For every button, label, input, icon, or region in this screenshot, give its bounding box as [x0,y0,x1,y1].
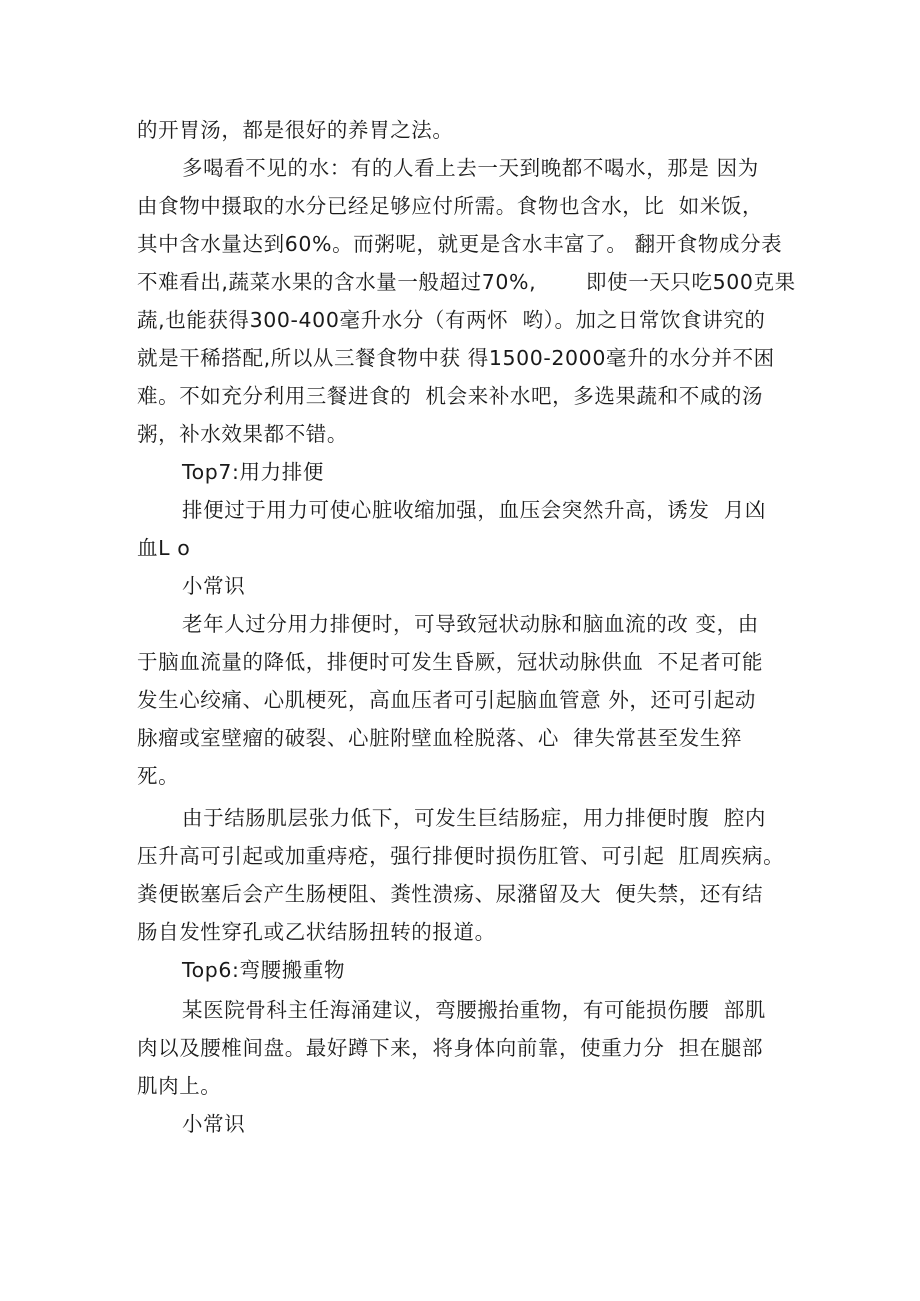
text-line: 难。不如充分利用三餐进食的 机会来补水吧，多选果蔬和不咸的汤 [137,384,764,408]
text-line: 粪便嵌塞后会产生肠梗阻、粪性溃疡、尿潴留及大 便失禁，还有结 [137,882,764,906]
text-line: 肉以及腰椎间盘。最好蹲下来，将身体向前靠，使重力分 担在腿部 [137,1036,764,1060]
text-line: 多喝看不见的水：有的人看上去一天到晚都不喝水，那是 因为 [182,156,759,180]
text-line: 压升高可引起或加重痔疮，强行排便时损伤肛管、可引起 肛周疾病。 [137,844,785,868]
text-line: 血L o [137,536,191,560]
text-line: 其中含水量达到60%。而粥呢，就更是含水丰富了。 翻开食物成分表 [137,232,783,256]
text-line: 某医院骨科主任海涌建议，弯腰搬抬重物，有可能损伤腰 部肌 [182,998,766,1022]
text-line: 由于结肠肌层张力低下，可发生巨结肠症，用力排便时腹 腔内 [182,806,766,830]
text-line: 肠自发性穿孔或乙状结肠扭转的报道。 [137,920,496,944]
subheading: 小常识 [182,1112,246,1136]
text-line: 脉瘤或室壁瘤的破裂、心脏附壁血栓脱落、心 律失常甚至发生猝 [137,726,743,750]
text-line: 肌肉上。 [137,1074,222,1098]
subheading: 小常识 [182,574,246,598]
text-line: 于脑血流量的降低，排便时可发生昏厥，冠状动脉供血 不足者可能 [137,650,764,674]
text-line: 发生心绞痛、心肌梗死，高血压者可引起脑血管意 外，还可引起动 [137,688,757,712]
text-line: 老年人过分用力排便时，可导致冠状动脉和脑血流的改 变，由 [182,612,759,636]
section-heading: Top7:用力排便 [182,460,324,484]
text-line: 不难看出,蔬菜水果的含水量一般超过70%, 即使一天只吃500克果 [137,270,796,294]
text-line: 排便过于用力可使心脏收缩加强，血压会突然升高，诱发 月凶 [182,498,766,522]
text-line: 死。 [137,764,180,788]
text-line: 就是干稀搭配,所以从三餐食物中获 得1500-2000毫升的水分并不困 [137,346,775,370]
section-heading: Top6:弯腰搬重物 [182,958,346,982]
text-line: 由食物中摄取的水分已经足够应付所需。食物也含水，比 如米饭， [137,194,764,218]
text-line: 粥，补水效果都不错。 [137,422,348,446]
text-line: 蔬,也能获得300-400毫升水分（有两怀 哟）。加之日常饮食讲究的 [137,308,766,332]
text-line: 的开胃汤，都是很好的养胃之法。 [137,118,454,142]
